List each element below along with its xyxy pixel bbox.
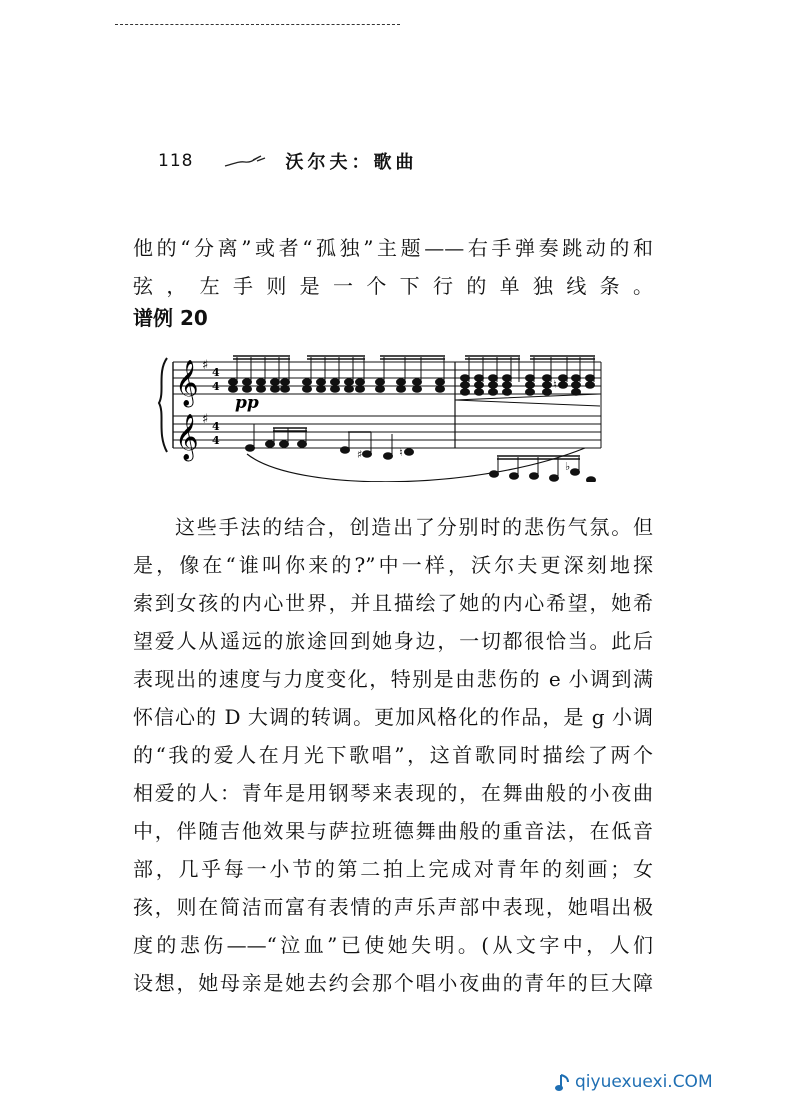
bass-line-notes	[246, 424, 596, 482]
text-line: 中，伴随吉他效果与萨拉班德舞曲般的重音法，在低音	[133, 819, 653, 843]
time-signature-icon: 4	[212, 420, 220, 433]
watermark	[555, 1072, 713, 1092]
time-signature-icon: 4	[212, 434, 220, 447]
grand-staff-brace-icon	[159, 358, 167, 452]
svg-text:♮: ♮	[553, 378, 557, 391]
paragraph-1	[133, 229, 653, 305]
paragraph-2	[133, 508, 653, 1002]
text-line: 孩，则在简洁而富有表情的声乐声部中表现，她唱出极	[133, 895, 653, 919]
text-line: 的“我的爱人在月光下歌唱”，这首歌同时描绘了两个	[133, 743, 653, 767]
text-line: 这些手法的结合，创造出了分别时的悲伤气氛。但	[175, 515, 653, 539]
time-signature-icon: 4	[212, 366, 220, 379]
text-line: 弦，左手则是一个下行的单独线条。	[133, 274, 653, 298]
bass-staff	[173, 416, 601, 448]
text-line: 相爱的人：青年是用钢琴来表现的，在舞曲般的小夜曲	[133, 781, 653, 805]
svg-text:♮: ♮	[399, 446, 403, 459]
text-line: 望爱人从遥远的旅途回到她身边，一切都很恰当。此后	[133, 629, 653, 653]
key-signature-sharp-icon: ♯	[202, 358, 209, 373]
treble-clef-icon: 𝄞	[175, 360, 199, 406]
page-header	[158, 148, 417, 174]
watermark-text: qiyuexuexi.COM	[575, 1072, 713, 1092]
svg-text:♭: ♭	[565, 460, 571, 473]
text-line: 怀信心的 D 大调的转调。更加风格化的作品，是 g 小调	[133, 705, 653, 729]
svg-text:♯: ♯	[357, 448, 363, 461]
music-score	[155, 342, 605, 482]
treble-clef-icon: 𝄞	[175, 414, 199, 460]
text-line: 是，像在“谁叫你来的?”中一样，沃尔夫更深刻地探	[133, 553, 653, 577]
diminuendo-hairpin	[455, 394, 600, 406]
text-line: 部，几乎每一小节的第二拍上完成对青年的刻画；女	[133, 857, 653, 881]
key-signature-sharp-icon: ♯	[202, 412, 209, 427]
running-title: 沃尔夫：歌曲	[285, 152, 418, 173]
example-label: 谱例 20	[133, 306, 208, 330]
text-line: 设想，她母亲是她去约会那个唱小夜曲的青年的巨大障	[133, 971, 653, 995]
music-note-icon	[555, 1072, 571, 1092]
text-line: 度的悲伤——“泣血”已使她失明。(从文字中，人们	[133, 933, 653, 957]
text-line: 索到女孩的内心世界，并且描绘了她的内心希望，她希	[133, 591, 653, 615]
text-line: 表现出的速度与力度变化，特别是由悲伤的 e 小调到满	[133, 667, 653, 691]
text-line: 他的“分离”或者“孤独”主题——右手弹奏跳动的和	[133, 236, 653, 260]
flourish-ornament-icon	[223, 154, 267, 168]
dynamic-marking: pp	[235, 393, 259, 413]
page-number: 118	[158, 151, 194, 171]
time-signature-icon: 4	[212, 380, 220, 393]
top-rule	[115, 24, 400, 25]
